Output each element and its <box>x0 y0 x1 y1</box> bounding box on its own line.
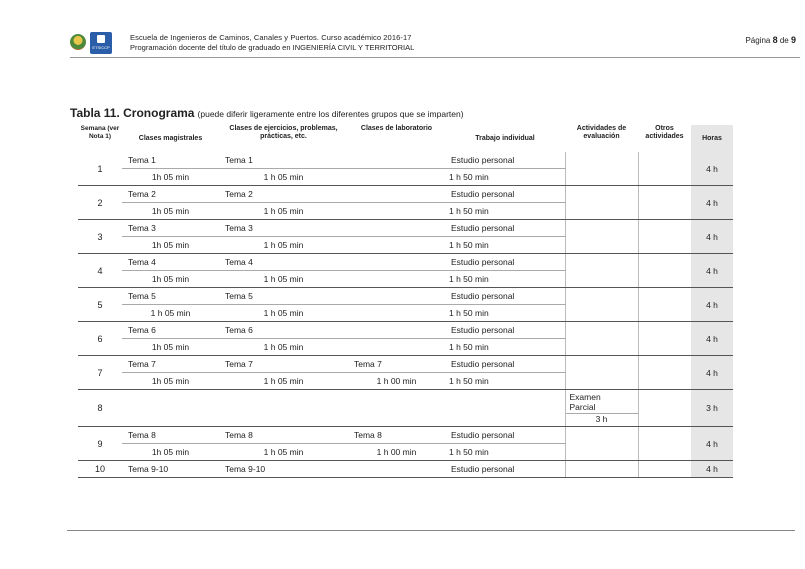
week-hours: 3 h <box>691 390 733 427</box>
lab-topic <box>348 254 445 271</box>
other-cell <box>638 356 691 390</box>
exercise-duration: 1 h 05 min <box>219 169 348 186</box>
week-hours: 4 h <box>691 186 733 220</box>
col-horas: Horas <box>691 125 733 152</box>
col-magistrales: Clases magistrales <box>138 134 203 142</box>
week-hours: 4 h <box>691 427 733 461</box>
lab-topic <box>348 461 445 478</box>
week-hours: 4 h <box>691 288 733 322</box>
lab-duration: 1 h 00 min <box>348 444 445 461</box>
exercise-topic: Tema 4 <box>219 254 348 271</box>
header-rule <box>70 57 800 58</box>
exercise-duration: 1 h 05 min <box>219 305 348 322</box>
lab-duration: 1 h 00 min <box>348 373 445 390</box>
week-number: 9 <box>78 427 122 461</box>
exercise-duration: 1 h 05 min <box>219 373 348 390</box>
week-number: 1 <box>78 152 122 186</box>
individual-work: Estudio personal <box>445 254 565 271</box>
table-row <box>78 390 733 427</box>
week-hours: 4 h <box>691 220 733 254</box>
table-row <box>78 220 733 237</box>
table-row <box>78 186 733 203</box>
evaluation-cell <box>565 254 638 288</box>
exercise-duration: 1 h 05 min <box>219 339 348 356</box>
magistral-topic: Tema 6 <box>122 322 219 339</box>
exercise-topic <box>219 390 348 427</box>
table-row <box>78 288 733 305</box>
lab-topic: Tema 7 <box>348 356 445 373</box>
individual-work <box>445 390 565 427</box>
exercise-topic: Tema 5 <box>219 288 348 305</box>
exercise-duration: 1 h 05 min <box>219 444 348 461</box>
col-ejercicios: Clases de ejercicios, problemas, prácticas, etc. <box>229 125 338 140</box>
exercise-topic: Tema 1 <box>219 152 348 169</box>
lab-duration <box>348 271 445 288</box>
magistral-duration: 1 h 05 min <box>122 305 219 322</box>
footer-rule <box>67 530 795 531</box>
university-seal-logo <box>70 34 86 50</box>
lab-topic <box>348 186 445 203</box>
week-hours: 4 h <box>691 152 733 186</box>
week-hours: 4 h <box>691 322 733 356</box>
exam-duration: 3 h <box>566 413 638 424</box>
individual-work: Estudio personal <box>445 288 565 305</box>
magistral-topic: Tema 3 <box>122 220 219 237</box>
individual-duration: 1 h 50 min <box>445 203 565 220</box>
magistral-topic <box>122 390 219 427</box>
table-title: Tabla 11. Cronograma (puede diferir ligeramente entre los diferentes grupos que se imparten) <box>70 106 464 120</box>
magistral-topic: Tema 1 <box>122 152 219 169</box>
individual-work: Estudio personal <box>445 356 565 373</box>
exercise-duration: 1 h 05 min <box>219 271 348 288</box>
magistral-topic: Tema 4 <box>122 254 219 271</box>
week-number: 7 <box>78 356 122 390</box>
magistral-duration: 1h 05 min <box>122 203 219 220</box>
exercise-topic: Tema 8 <box>219 427 348 444</box>
page-header <box>70 30 800 60</box>
individual-duration: 1 h 50 min <box>445 339 565 356</box>
evaluation-cell <box>565 220 638 254</box>
lab-duration <box>348 169 445 186</box>
week-number: 6 <box>78 322 122 356</box>
individual-duration: 1 h 50 min <box>445 271 565 288</box>
individual-duration: 1 h 50 min <box>445 373 565 390</box>
exam-label: Examen Parcial <box>569 392 601 412</box>
week-number: 8 <box>78 390 122 427</box>
lab-topic <box>348 390 445 427</box>
col-individual: Trabajo individual <box>475 134 535 142</box>
individual-duration: 1 h 50 min <box>445 237 565 254</box>
evaluation-cell <box>565 288 638 322</box>
magistral-duration: 1h 05 min <box>122 373 219 390</box>
col-evaluacion: Actividades de evaluación <box>576 125 627 140</box>
lab-duration <box>348 203 445 220</box>
week-hours: 4 h <box>691 356 733 390</box>
exercise-topic: Tema 3 <box>219 220 348 237</box>
week-hours: 4 h <box>691 461 733 478</box>
magistral-duration: 1h 05 min <box>122 339 219 356</box>
other-cell <box>638 390 691 427</box>
lab-duration <box>348 305 445 322</box>
magistral-duration: 1h 05 min <box>122 169 219 186</box>
table-row <box>78 322 733 339</box>
table-header-row <box>78 125 733 152</box>
individual-work: Estudio personal <box>445 220 565 237</box>
lab-topic: Tema 8 <box>348 427 445 444</box>
week-number: 10 <box>78 461 122 478</box>
other-cell <box>638 220 691 254</box>
other-cell <box>638 186 691 220</box>
individual-duration: 1 h 50 min <box>445 169 565 186</box>
table-row <box>78 254 733 271</box>
individual-work: Estudio personal <box>445 322 565 339</box>
week-hours: 4 h <box>691 254 733 288</box>
magistral-topic: Tema 9-10 <box>122 461 219 478</box>
evaluation-cell <box>565 427 638 461</box>
lab-topic <box>348 152 445 169</box>
exercise-topic: Tema 9-10 <box>219 461 348 478</box>
other-cell <box>638 152 691 186</box>
individual-work: Estudio personal <box>445 427 565 444</box>
individual-work: Estudio personal <box>445 152 565 169</box>
magistral-topic: Tema 7 <box>122 356 219 373</box>
col-semana: Semana (ver Nota 1) <box>80 125 120 140</box>
evaluation-cell <box>565 186 638 220</box>
lab-topic <box>348 220 445 237</box>
col-laboratorio: Clases de laboratorio <box>360 125 433 132</box>
magistral-duration: 1h 05 min <box>122 271 219 288</box>
week-number: 5 <box>78 288 122 322</box>
table-row <box>78 461 733 478</box>
magistral-topic: Tema 8 <box>122 427 219 444</box>
schedule-table <box>78 125 733 478</box>
evaluation-cell <box>565 356 638 390</box>
other-cell <box>638 288 691 322</box>
exercise-topic: Tema 2 <box>219 186 348 203</box>
individual-duration: 1 h 50 min <box>445 444 565 461</box>
evaluation-cell <box>565 461 638 478</box>
header-program-line: Programación docente del título de graduado en INGENIERÍA CIVIL Y TERRITORIAL <box>130 43 415 52</box>
page-number: Página 8 de 9 <box>745 35 796 45</box>
evaluation-cell <box>565 322 638 356</box>
evaluation-cell <box>565 390 638 427</box>
lab-duration <box>348 237 445 254</box>
other-cell <box>638 427 691 461</box>
lab-topic <box>348 288 445 305</box>
other-cell <box>638 254 691 288</box>
other-cell <box>638 461 691 478</box>
magistral-duration: 1h 05 min <box>122 237 219 254</box>
table-row <box>78 427 733 444</box>
table-row <box>78 152 733 169</box>
lab-duration <box>348 339 445 356</box>
exercise-duration: 1 h 05 min <box>219 203 348 220</box>
lab-topic <box>348 322 445 339</box>
exercise-topic: Tema 7 <box>219 356 348 373</box>
individual-duration: 1 h 50 min <box>445 305 565 322</box>
exercise-topic: Tema 6 <box>219 322 348 339</box>
school-logo: ETSICCP <box>90 32 112 54</box>
col-otras: Otros actividades <box>645 125 684 140</box>
exercise-duration: 1 h 05 min <box>219 237 348 254</box>
individual-work: Estudio personal <box>445 186 565 203</box>
individual-work: Estudio personal <box>445 461 565 478</box>
magistral-topic: Tema 2 <box>122 186 219 203</box>
evaluation-cell <box>565 152 638 186</box>
week-number: 2 <box>78 186 122 220</box>
week-number: 4 <box>78 254 122 288</box>
magistral-topic: Tema 5 <box>122 288 219 305</box>
other-cell <box>638 322 691 356</box>
table-row <box>78 356 733 373</box>
week-number: 3 <box>78 220 122 254</box>
header-school-line: Escuela de Ingenieros de Caminos, Canales y Puertos. Curso académico 2016-17 <box>130 33 412 42</box>
magistral-duration: 1h 05 min <box>122 444 219 461</box>
